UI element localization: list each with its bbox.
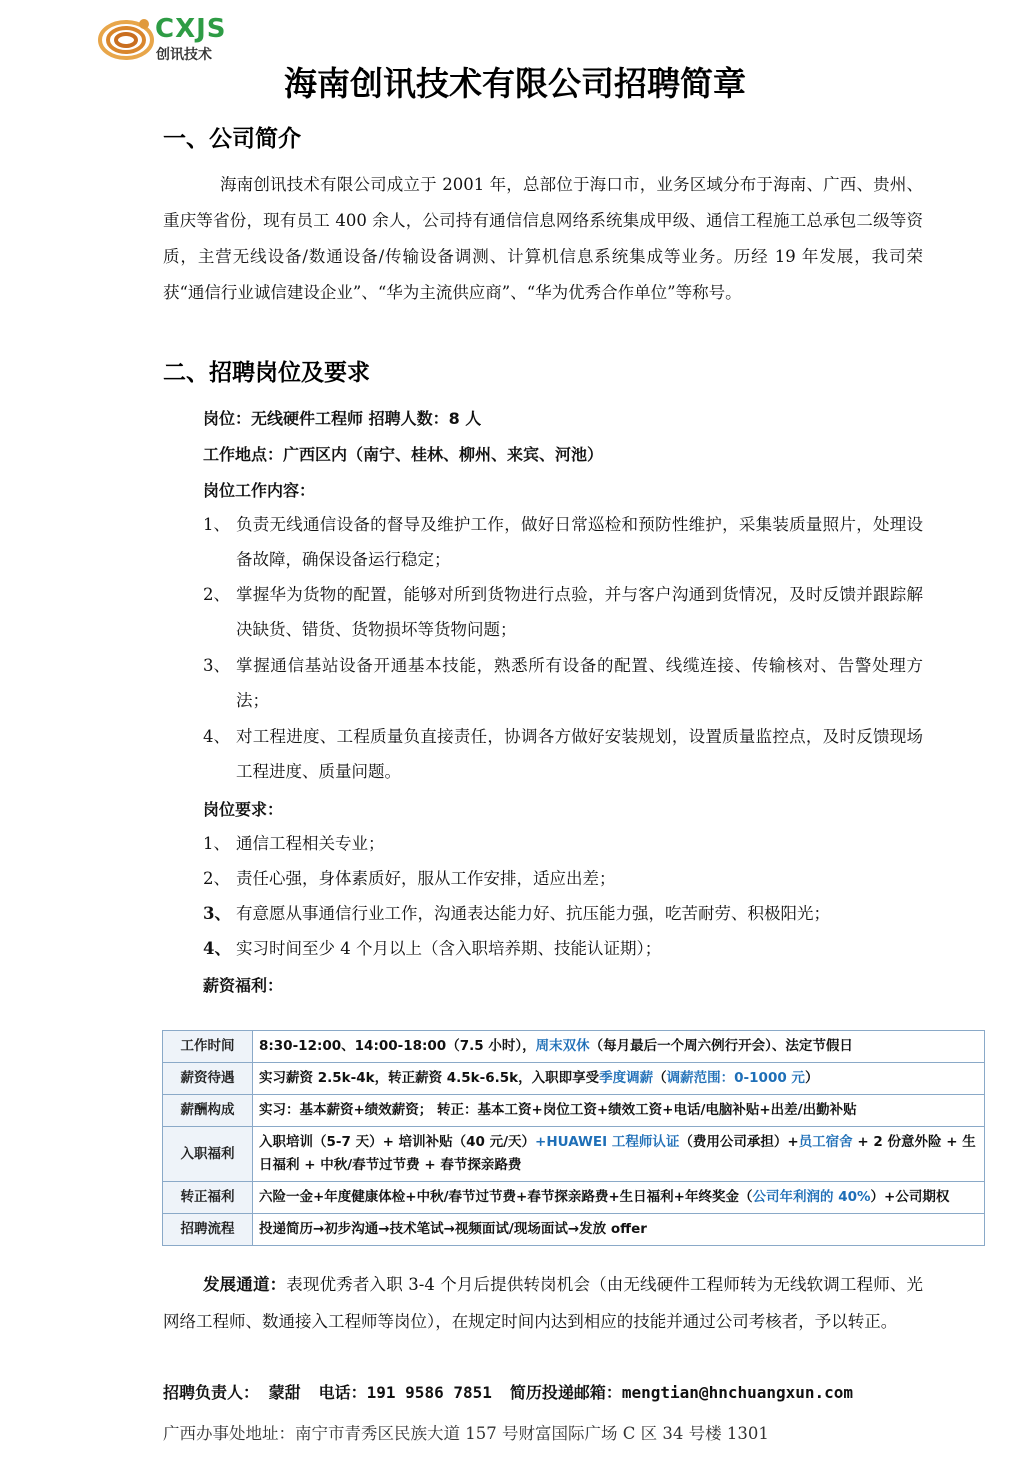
logo-subtitle: 创讯技术	[156, 47, 212, 63]
requirement-number: 4、	[203, 939, 231, 958]
position-line: 岗位：无线硬件工程师 招聘人数：8 人	[203, 409, 482, 428]
table-row	[163, 1095, 985, 1127]
table-row	[163, 1031, 985, 1063]
row-content: 实习：基本薪资+绩效薪资； 转正：基本工资+岗位工资+绩效工资+电话/电脑补贴+出差/出勤补贴	[253, 1095, 985, 1127]
contact-line	[163, 1380, 871, 1403]
row-content: 六险一金+年度健康体检+中秋/春节过节费+春节探亲路费+生日福利+年终奖金（公司年利润的 40%）+公司期权	[253, 1182, 985, 1214]
table-row	[163, 1127, 985, 1182]
requirement-text: 责任心强，身体素质好，服从工作安排，适应出差；	[236, 869, 616, 888]
requirement-number: 2、	[203, 869, 230, 888]
requirement-number: 1、	[203, 834, 230, 853]
requirement-text: 有意愿从事通信行业工作，沟通表达能力好、抗压能力强，吃苦耐劳、积极阳光；	[236, 904, 830, 923]
requirement-item	[203, 896, 923, 931]
row-header: 工作时间	[163, 1031, 253, 1063]
duty-number: 3、	[203, 656, 230, 675]
duty-text: 负责无线通信设备的督导及维护工作，做好日常巡检和预防性维护，采集装质量照片，处理设备故障，确保设备运行稳定；	[236, 515, 923, 569]
row-header: 招聘流程	[163, 1214, 253, 1246]
duty-number: 1、	[203, 515, 230, 534]
table-row	[163, 1182, 985, 1214]
duty-text: 掌握通信基站设备开通基本技能，熟悉所有设备的配置、线缆连接、传输核对、告警处理方法；	[236, 656, 923, 710]
row-content: 投递简历→初步沟通→技术笔试→视频面试/现场面试→发放 offer	[253, 1214, 985, 1246]
requirement-text: 通信工程相关专业；	[236, 834, 385, 853]
requirements-heading: 岗位要求：	[203, 800, 284, 819]
page-title: 海南创讯技术有限公司招聘简章	[284, 64, 746, 103]
row-header: 薪资待遇	[163, 1063, 253, 1095]
development-paragraph	[163, 1266, 923, 1340]
requirement-item	[203, 931, 923, 966]
development-label: 发展通道：	[203, 1275, 287, 1294]
benefits-heading: 薪资福利：	[203, 976, 284, 995]
duty-item	[203, 648, 923, 718]
contact-email[interactable]: 简历投递邮箱：mengtian@hnchuangxun.com	[509, 1383, 854, 1402]
development-text: 表现优秀者入职 3-4 个月后提供转岗机会（由无线硬件工程师转为无线软调工程师、光网络工程师、数通接入工程师等岗位），在规定时间内达到相应的技能并通过公司考核者，予以转正。	[163, 1275, 924, 1331]
requirement-text: 实习时间至少 4 个月以上（含入职培养期、技能认证期）；	[236, 939, 662, 958]
requirement-item	[203, 826, 923, 861]
row-header: 转正福利	[163, 1182, 253, 1214]
duty-text: 掌握华为货物的配置，能够对所到货物进行点验，并与客户沟通到货情况，及时反馈并跟踪解决缺货、错货、货物损坏等货物问题；	[236, 585, 923, 639]
row-header: 入职福利	[163, 1127, 253, 1182]
contact-phone: 电话：191 9586 7851	[318, 1383, 492, 1402]
location-line: 工作地点：广西区内（南宁、桂林、柳州、来宾、河池）	[203, 445, 604, 464]
logo-swirl-icon	[98, 12, 154, 64]
row-content: 8:30-12:00、14:00-18:00（7.5 小时），周末双休（每月最后一个周六例行开会）、法定节假日	[253, 1031, 985, 1063]
benefits-table	[162, 1030, 985, 1246]
company-logo	[98, 12, 268, 64]
logo-brand: CXJS	[155, 14, 227, 44]
duty-text: 对工程进度、工程质量负直接责任，协调各方做好安装规划，设置质量监控点，及时反馈现场工程进度、质量问题。	[236, 727, 923, 781]
duties-heading: 岗位工作内容：	[203, 481, 316, 500]
duty-item	[203, 577, 923, 647]
section-heading-recruitment: 二、招聘岗位及要求	[163, 360, 370, 386]
company-intro-paragraph: 海南创讯技术有限公司成立于 2001 年，总部位于海口市，业务区域分布于海南、广西、贵州、重庆等省份，现有员工 400 余人，公司持有通信信息网络系统集成甲级、通信工程施工总承包二级等资质，主营无线设备/数通设备/传输设备调测、计算机信息系统集成等业务。历经 19 年发展，我司荣获“通信行业诚信建设企业”、“华为主流供应商”、“华为优秀合作单位”等称号。	[163, 175, 923, 302]
row-content: 实习薪资 2.5k-4k，转正薪资 4.5k-6.5k，入职即享受季度调薪（调薪范围：0-1000 元）	[253, 1063, 985, 1095]
section-heading-intro: 一、公司简介	[163, 126, 301, 152]
row-header: 薪酬构成	[163, 1095, 253, 1127]
requirement-item	[203, 861, 923, 896]
requirement-number: 3、	[203, 904, 231, 923]
duty-number: 4、	[203, 727, 230, 746]
duty-item	[203, 719, 923, 789]
table-row	[163, 1214, 985, 1246]
office-address: 广西办事处地址：南宁市青秀区民族大道 157 号财富国际广场 C 区 34 号楼 1301	[163, 1424, 769, 1443]
duty-item	[203, 507, 923, 577]
row-content: 入职培训（5-7 天）+ 培训补贴（40 元/天）+HUAWEI 工程师认证（费用公司承担）+员工宿舍 + 2 份意外险 + 生日福利 + 中秋/春节过节费 + 春节探亲路费	[253, 1127, 985, 1182]
contact-person: 招聘负责人： 蒙甜	[163, 1383, 301, 1402]
duty-number: 2、	[203, 585, 230, 604]
table-row	[163, 1063, 985, 1095]
